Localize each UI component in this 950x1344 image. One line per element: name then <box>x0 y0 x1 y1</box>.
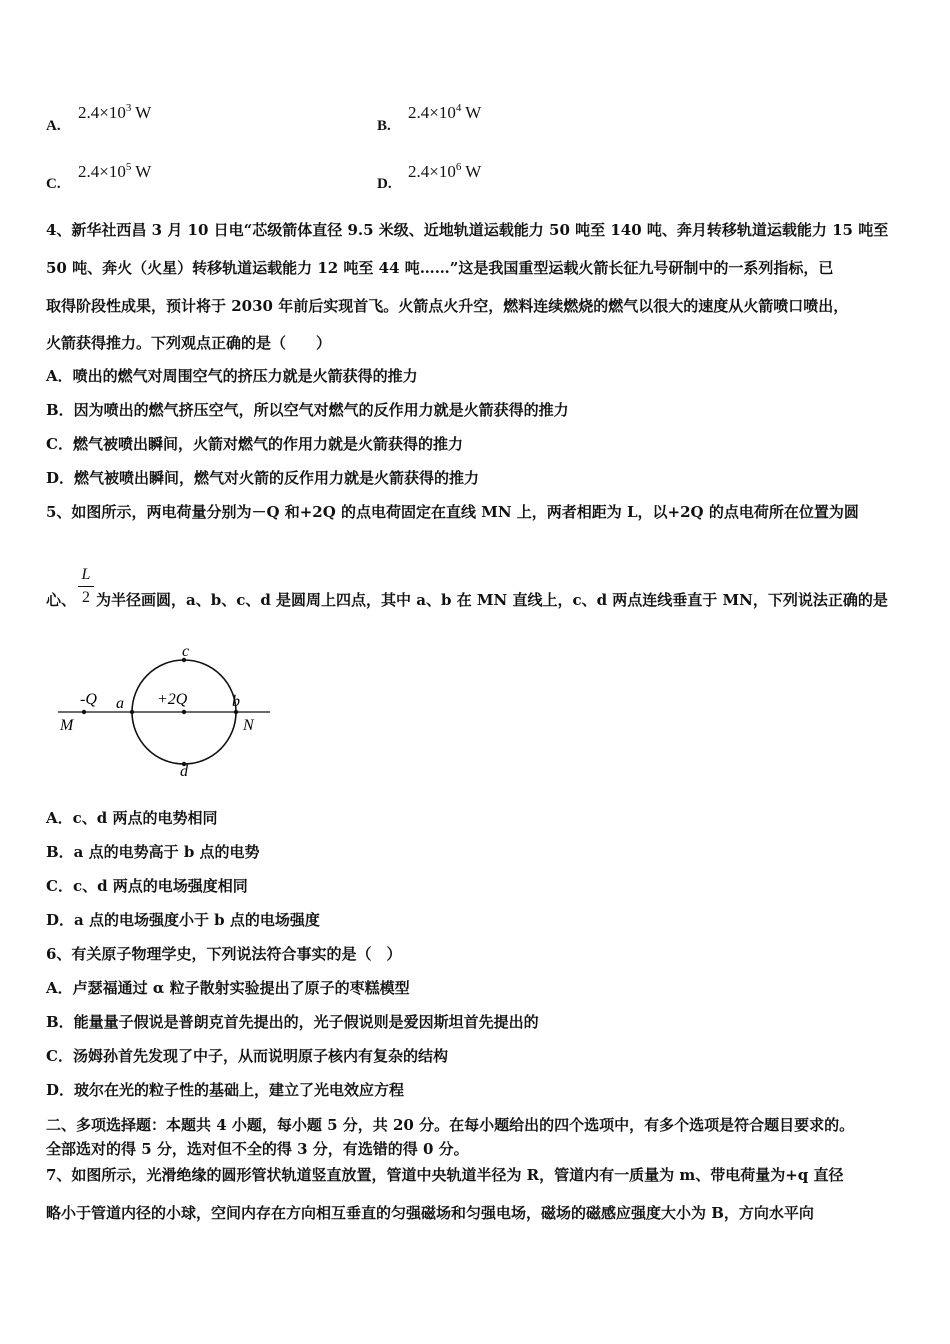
q4-option-d: D．燃气被喷出瞬间，燃气对火箭的反作用力就是火箭获得的推力 <box>46 469 480 487</box>
label-n: N <box>243 717 254 734</box>
q6-stem: 6、有关原子物理学史，下列说法符合事实的是（ ） <box>46 945 402 963</box>
q6-option-c: C．汤姆孙首先发现了中子，从而说明原子核内有复杂的结构 <box>46 1047 448 1065</box>
label-d: d <box>180 763 188 780</box>
q3-option-b-label: B. <box>377 118 391 134</box>
q7-stem-line-2: 略小于管道内径的小球，空间内存在方向相互垂直的匀强磁场和匀强电场，磁场的磁感应强度大小为 B，方向水平向 <box>46 1204 814 1222</box>
q3-option-d-label: D. <box>377 176 392 192</box>
q4-option-a: A．喷出的燃气对周围空气的挤压力就是火箭获得的推力 <box>46 367 418 385</box>
q4-option-b: B．因为喷出的燃气挤压空气，所以空气对燃气的反作用力就是火箭获得的推力 <box>46 401 569 419</box>
label-b: b <box>232 693 240 710</box>
q5-option-c: C．c、d 两点的电场强度相同 <box>46 877 248 895</box>
q6-option-d: D．玻尔在光的粒子性的基础上，建立了光电效应方程 <box>46 1081 405 1099</box>
q5-charge-circle-diagram <box>50 640 280 780</box>
q3-option-c-value: $2.4\times 10^5$ W <box>78 161 152 181</box>
q6-option-b: B．能量量子假说是普朗克首先提出的，光子假说则是爱因斯坦首先提出的 <box>46 1013 539 1031</box>
label-neg-q: -Q <box>80 691 97 708</box>
fraction-numerator: L <box>81 566 91 583</box>
point-b <box>234 710 238 714</box>
q4-stem-line-3: 取得阶段性成果，预计将于 2030 年前后实现首飞。火箭点火升空，燃料连续燃烧的燃气以很大的速度从火箭喷口喷出， <box>46 297 849 315</box>
q4-option-c: C．燃气被喷出瞬间，火箭对燃气的作用力就是火箭获得的推力 <box>46 435 463 453</box>
label-pos-2q: +2Q <box>157 691 188 708</box>
q3-option-a-value: $2.4\times 10^3$ W <box>78 102 152 122</box>
q3-option-d-value: $2.4\times 10^6$ W <box>408 161 482 181</box>
pos-charge-point <box>182 710 186 714</box>
label-c: c <box>182 643 190 660</box>
q4-stem-line-2: 50 吨、奔火（火星）转移轨道运载能力 12 吨至 44 吨……”这是我国重型运载火箭长征九号研制中的一系列指标，已 <box>46 259 834 277</box>
point-a <box>130 710 134 714</box>
q5-fraction-l-over-2 <box>78 566 94 607</box>
q3-option-c-label: C. <box>46 176 61 192</box>
q5-stem-line-2-rest: 为半径画圆，a、b、c、d 是圆周上四点，其中 a、b 在 MN 直线上，c、d 两点连线垂直于 MN，下列说法正确的是 <box>96 591 888 609</box>
q5-option-a: A．c、d 两点的电势相同 <box>46 809 218 827</box>
q3-option-b-value: $2.4\times 10^4$ W <box>408 102 482 122</box>
section2-heading-line-2: 全部选对的得 5 分，选对但不全的得 3 分，有选错的得 0 分。 <box>46 1140 469 1158</box>
q6-option-a: A．卢瑟福通过 α 粒子散射实验提出了原子的枣糕模型 <box>46 979 410 997</box>
q4-stem-line-4: 火箭获得推力。下列观点正确的是（ ） <box>46 334 332 352</box>
fraction-denominator: 2 <box>82 589 90 606</box>
section2-heading-line-1: 二、多项选择题：本题共 4 小题，每小题 5 分，共 20 分。在每小题给出的四个选项中，有多个选项是符合题目要求的。 <box>46 1116 855 1134</box>
q5-stem-line-1: 5、如图所示，两电荷量分别为－Q 和+2Q 的点电荷固定在直线 MN 上，两者相距为 L，以+2Q 的点电荷所在位置为圆 <box>46 503 859 521</box>
label-m: M <box>60 717 74 734</box>
label-a: a <box>116 695 124 712</box>
q5-option-b: B．a 点的电势高于 b 点的电势 <box>46 843 260 861</box>
q5-option-d: D．a 点的电场强度小于 b 点的电场强度 <box>46 911 320 929</box>
q7-stem-line-1: 7、如图所示，光滑绝缘的圆形管状轨道竖直放置，管道中央轨道半径为 R，管道内有一质量为 m、带电荷量为+q 直径 <box>46 1166 844 1184</box>
fraction-bar <box>78 586 94 587</box>
q4-stem-line-1: 4、新华社西昌 3 月 10 日电“芯级箭体直径 9.5 米级、近地轨道运载能力 50 吨至 140 吨、奔月转移轨道运载能力 15 吨至 <box>46 221 889 239</box>
q5-stem-line-2-prefix: 心、 <box>46 591 77 609</box>
neg-charge-point <box>82 710 86 714</box>
q3-option-a-label: A. <box>46 118 61 134</box>
